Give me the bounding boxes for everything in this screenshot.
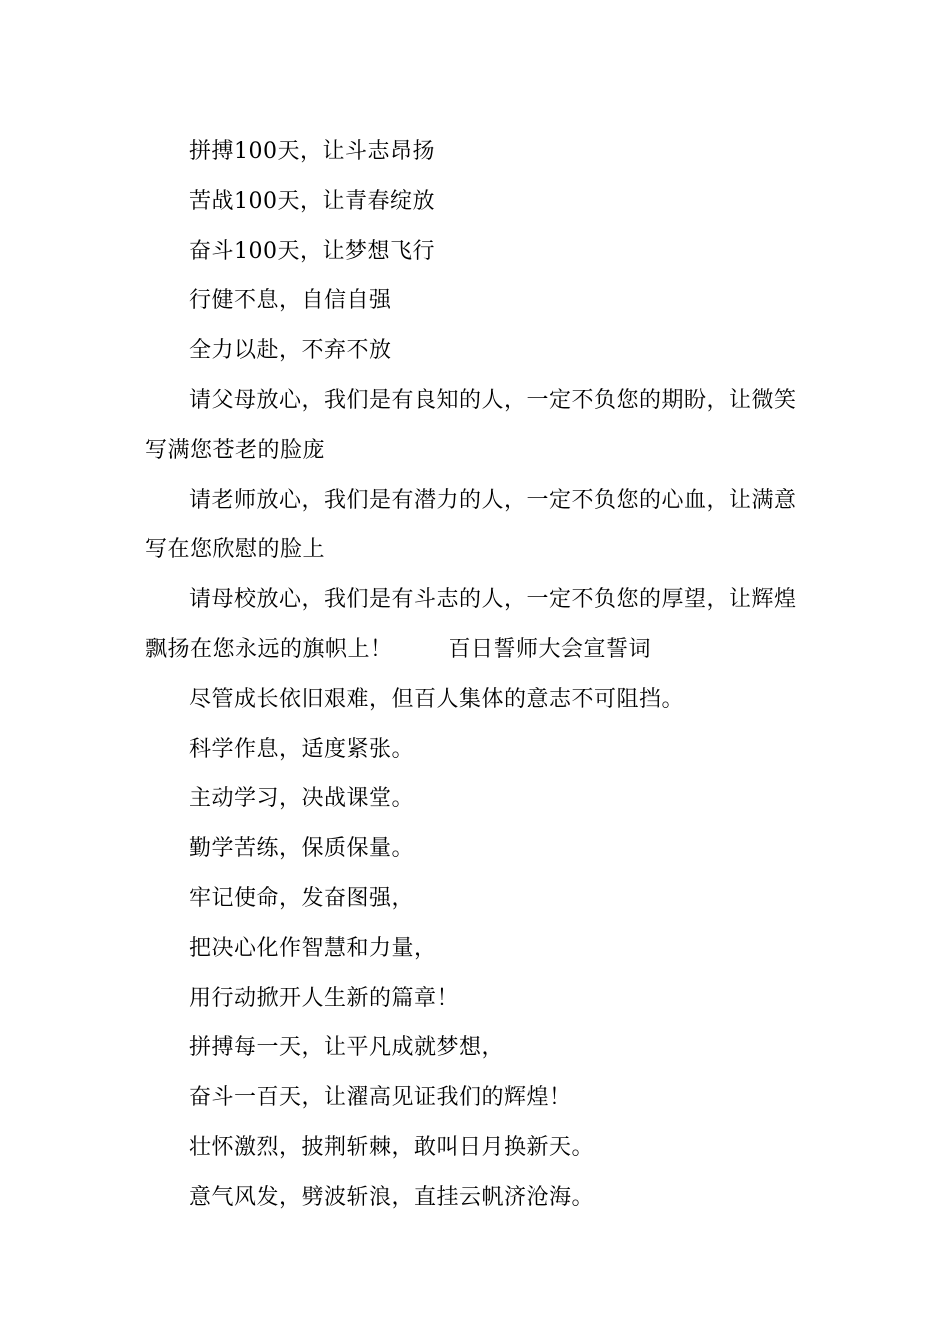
paragraph-teachers-line1: 请老师放心，我们是有潜力的人，一定不负您的心血，让满意: [189, 487, 797, 513]
oath-line: 意气风发，劈波斩浪，直挂云帆济沧海。: [189, 1184, 595, 1210]
oath-line: 尽管成长依旧艰难，但百人集体的意志不可阻挡。: [189, 686, 685, 712]
paragraph-parents-line1: 请父母放心，我们是有良知的人，一定不负您的期盼，让微笑: [189, 387, 797, 413]
section-heading: 百日誓师大会宣誓词: [448, 636, 652, 662]
text-line: 奋斗100天，让梦想飞行: [189, 238, 435, 264]
text-line: 苦战100天，让青春绽放: [189, 188, 435, 214]
oath-line: 主动学习，决战课堂。: [189, 786, 415, 812]
document-body: [145, 127, 810, 1223]
paragraph-parents: [145, 376, 810, 476]
oath-line: 把决心化作智慧和力量，: [189, 935, 437, 961]
oath-line: 勤学苦练，保质保量。: [189, 836, 415, 862]
oath-line: 用行动掀开人生新的篇章！: [189, 985, 460, 1011]
text-line: 拼搏100天，让斗志昂扬: [189, 139, 435, 164]
text-line: 全力以赴，不弃不放: [189, 338, 392, 364]
oath-line: 科学作息，适度紧张。: [189, 736, 415, 762]
oath-line: 拼搏每一天，让平凡成就梦想，: [189, 1035, 505, 1061]
oath-line: 壮怀激烈，披荆斩棘，敢叫日月换新天。: [189, 1134, 595, 1160]
paragraph-school-line2: [145, 625, 810, 675]
paragraph-teachers-line2: 写在您欣慰的脸上: [145, 537, 326, 563]
paragraph-teachers: [145, 476, 810, 576]
paragraph-parents-line2: 写满您苍老的脸庞: [145, 437, 326, 463]
oath-line: 牢记使命，发奋图强，: [189, 885, 415, 911]
oath-line: 奋斗一百天，让濯高见证我们的辉煌！: [189, 1085, 572, 1111]
text-line: 行健不息，自信自强: [189, 288, 392, 314]
paragraph-school-line2-text: 飘扬在您永远的旗帜上！: [145, 636, 393, 662]
paragraph-school: [145, 575, 810, 675]
paragraph-school-line1: 请母校放心，我们是有斗志的人，一定不负您的厚望，让辉煌: [189, 587, 797, 613]
